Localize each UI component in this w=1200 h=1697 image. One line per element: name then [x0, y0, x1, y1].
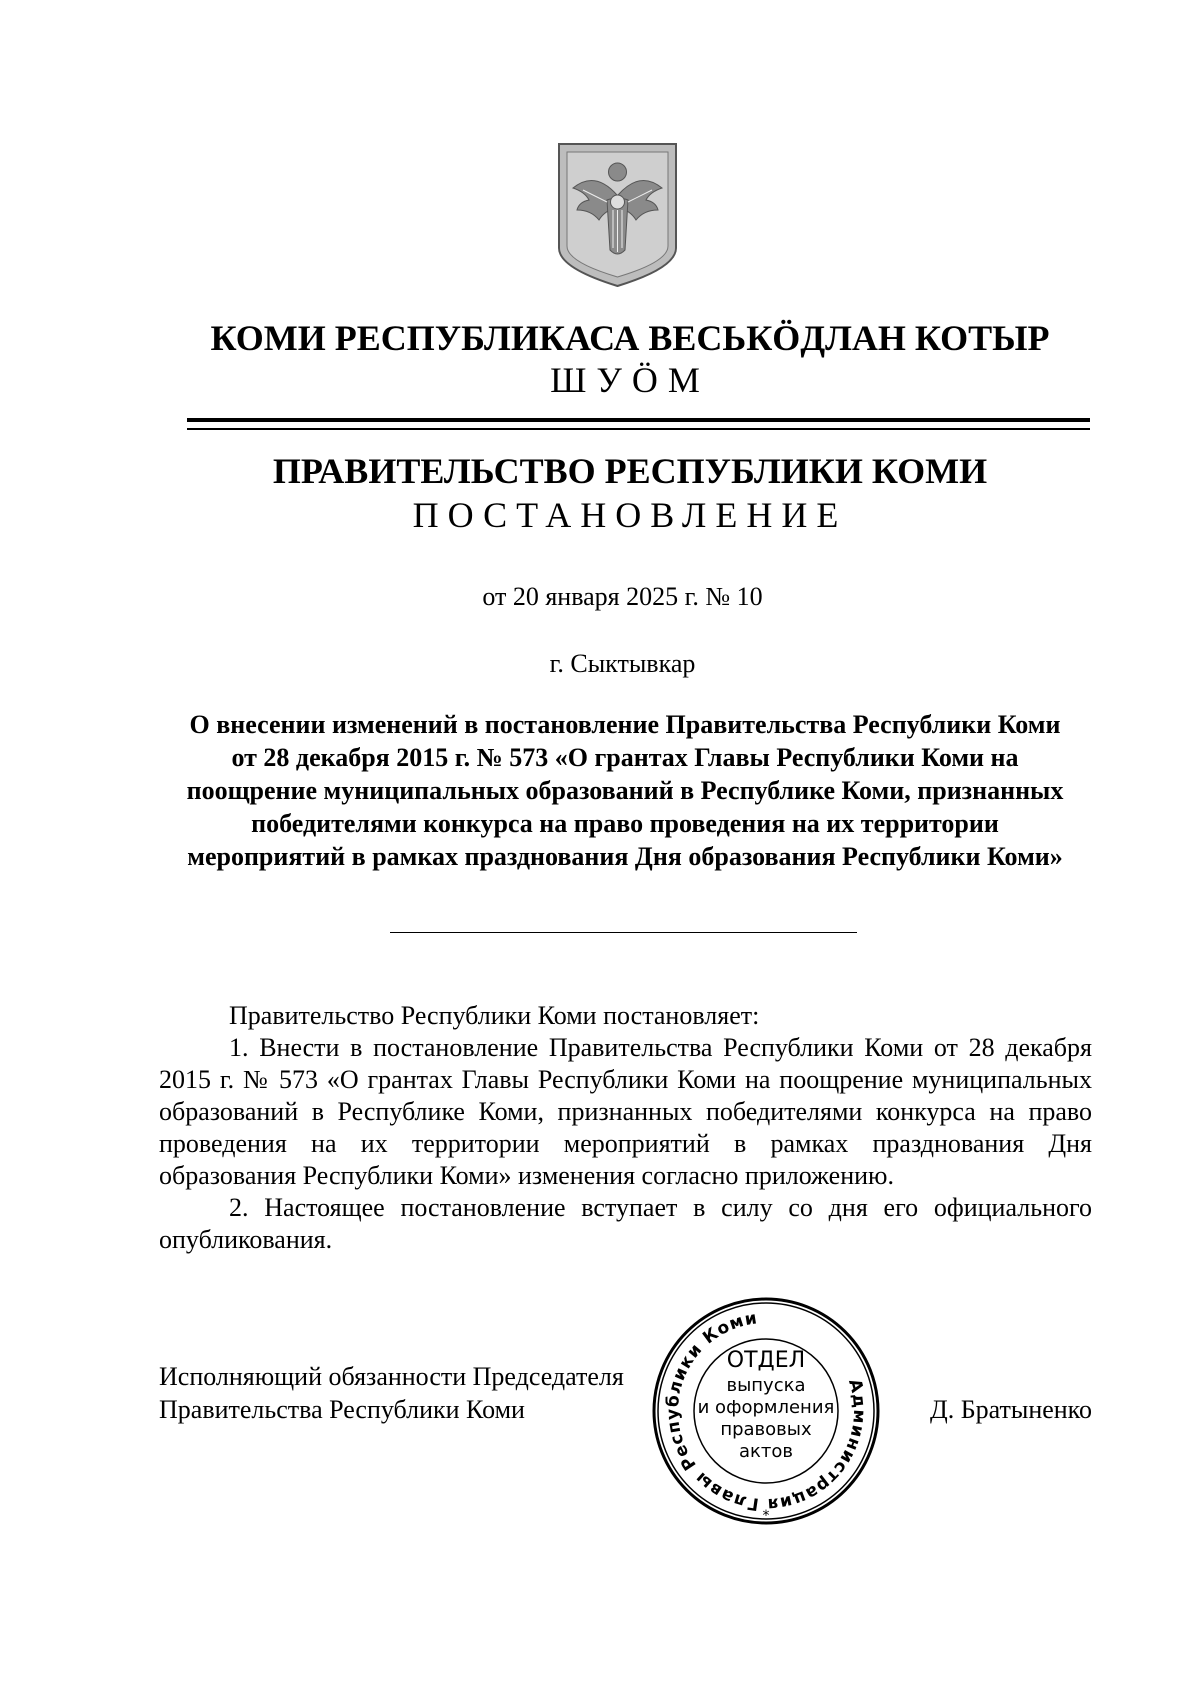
signatory-position-line1: Исполняющий обязанности Председателя — [159, 1362, 624, 1391]
header-divider-thin — [187, 428, 1090, 430]
signatory-position — [159, 1360, 624, 1426]
svg-text:Администрация Главы Республики: Администрация Главы Республики Коми — [662, 1308, 870, 1515]
svg-text:выпуска: выпуска — [726, 1375, 806, 1396]
title-underline — [390, 932, 857, 933]
header-divider-thick — [187, 418, 1090, 422]
date-and-number: от 20 января 2025 г. № 10 — [482, 582, 763, 611]
clause-1: 1. Внести в постановление Правительства Республики Коми от 28 декабря 2015 г. № 573 «О грантах Главы Республики Коми на поощрение муниципальных образований в Республике Коми, признанных победителями конкурса на право проведения на их территории мероприятий в рамках празднования Дня образования Республики Коми» изменения согласно приложению. — [159, 1033, 1092, 1190]
signatory-position-line2: Правительства Республики Коми — [159, 1395, 525, 1424]
document-type: ПОСТАНОВЛЕНИЕ — [412, 495, 848, 535]
coat-of-arms-emblem — [555, 140, 680, 290]
clause-2: 2. Настоящее постановление вступает в силу со дня его официального опубликования. — [159, 1193, 1092, 1254]
city: г. Сыктывкар — [549, 649, 696, 678]
komi-header-subtitle: ШУӦМ — [550, 360, 710, 400]
government-title: ПРАВИТЕЛЬСТВО РЕСПУБЛИКИ КОМИ — [272, 451, 988, 491]
svg-text:и оформления: и оформления — [697, 1397, 835, 1418]
svg-text:актов: актов — [738, 1441, 794, 1462]
document-title: О внесении изменений в постановление Правительства Республики Коми от 28 декабря 2015 г. № 573 «О грантах Главы Республики Коми на поощрение муниципальных образований в Республике Коми, признанных победителями конкурса на право проведения на их территории мероприятий в рамках празднования Дня образования Республики Коми» — [186, 710, 1064, 871]
document-body — [159, 1000, 1092, 1256]
intro-paragraph: Правительство Республики Коми постановляет: — [229, 1001, 760, 1030]
svg-text:*: * — [762, 1508, 770, 1524]
official-stamp — [650, 1295, 882, 1527]
signatory-name: Д. Братыненко — [929, 1395, 1092, 1424]
komi-header-title: КОМИ РЕСПУБЛИКАСА ВЕСЬКӦДЛАН КОТЫР — [210, 318, 1050, 358]
svg-text:ОТДЕЛ: ОТДЕЛ — [726, 1348, 806, 1373]
svg-text:правовых: правовых — [720, 1419, 812, 1440]
